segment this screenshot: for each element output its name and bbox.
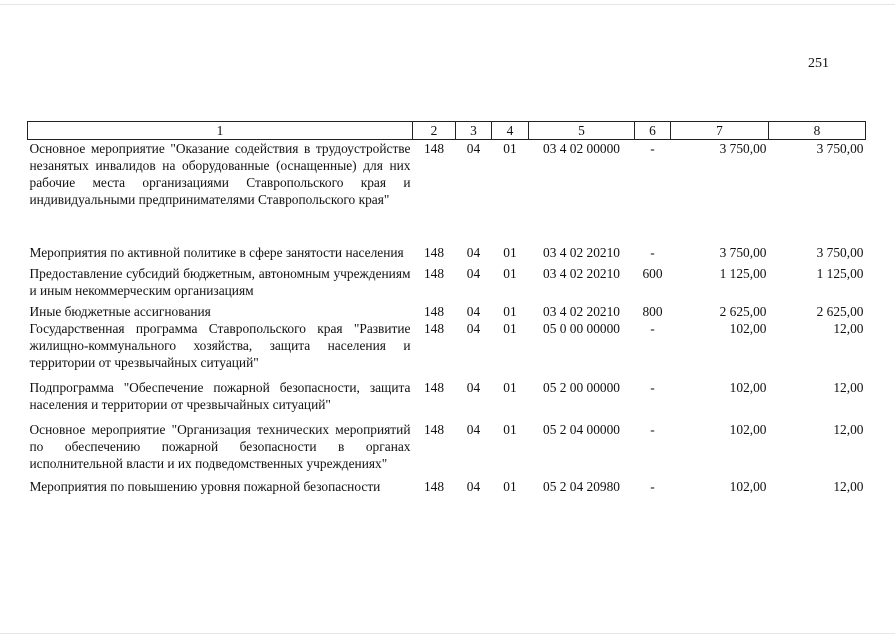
cell-target-article: 03 4 02 20210 — [543, 266, 620, 281]
cell-expense-type: 800 — [642, 304, 663, 319]
budget-table — [27, 121, 866, 495]
table-row — [28, 320, 866, 379]
row-name: Мероприятия по повышению уровня пожарной безопасности — [29, 479, 381, 494]
cell-section: 04 — [466, 422, 481, 437]
cell-amount-2: 12,00 — [833, 479, 864, 494]
cell-amount-2: 12,00 — [833, 422, 864, 437]
cell-ministry: 148 — [423, 141, 445, 156]
cell-subsection: 01 — [503, 479, 517, 494]
header-cell: 3 — [456, 122, 492, 140]
cell-section: 04 — [466, 245, 481, 260]
cell-ministry: 148 — [423, 245, 445, 260]
table-row — [28, 421, 866, 478]
header-cell: 1 — [28, 122, 413, 140]
cell-ministry: 148 — [423, 321, 445, 336]
cell-section: 04 — [466, 321, 481, 336]
cell-amount-1: 3 750,00 — [719, 141, 767, 156]
row-name: Подпрограмма "Обеспечение пожарной безопасности, защита населения и территории от чрезвычайных ситуаций" — [29, 380, 411, 412]
cell-expense-type: - — [650, 245, 655, 260]
row-name: Основное мероприятие "Организация технических мероприятий по обеспечению пожарной безопасности в органах исполнительной власти и их подведомственных учреждениях" — [29, 422, 411, 471]
row-name: Мероприятия по активной политике в сфере занятости населения — [29, 245, 404, 260]
cell-target-article: 05 2 00 00000 — [543, 380, 620, 395]
cell-subsection: 01 — [503, 245, 517, 260]
cell-target-article: 03 4 02 00000 — [543, 141, 620, 156]
cell-amount-1: 102,00 — [729, 479, 767, 494]
header-cell: 5 — [529, 122, 635, 140]
header-cell: 6 — [635, 122, 671, 140]
header-cell: 8 — [769, 122, 866, 140]
cell-amount-1: 102,00 — [729, 422, 767, 437]
cell-target-article: 05 0 00 00000 — [543, 321, 620, 336]
cell-amount-2: 1 125,00 — [816, 266, 864, 281]
cell-ministry: 148 — [423, 304, 445, 319]
table-row — [28, 140, 866, 245]
cell-subsection: 01 — [503, 380, 517, 395]
cell-amount-2: 3 750,00 — [816, 245, 864, 260]
row-name: Государственная программа Ставропольского края "Развитие жилищно-коммунального хозяйства, защита населения и территории от чрезвычайных ситуаций" — [29, 321, 411, 370]
row-name: Основное мероприятие "Оказание содействия в трудоустройстве незанятых инвалидов на оборудованные (оснащенные) для них рабочие места организациями Ставропольского края и индивидуальными предпринимателями Ставропольского края" — [29, 141, 411, 207]
cell-expense-type: - — [650, 141, 655, 156]
table-row — [28, 244, 866, 265]
cell-amount-2: 3 750,00 — [816, 141, 864, 156]
table-row — [28, 478, 866, 495]
cell-amount-1: 102,00 — [729, 321, 767, 336]
cell-target-article: 05 2 04 20980 — [543, 479, 620, 494]
cell-section: 04 — [466, 380, 481, 395]
cell-expense-type: - — [650, 422, 655, 437]
cell-subsection: 01 — [503, 422, 517, 437]
cell-target-article: 05 2 04 00000 — [543, 422, 620, 437]
cell-amount-1: 2 625,00 — [719, 304, 767, 319]
cell-amount-2: 12,00 — [833, 380, 864, 395]
cell-amount-2: 12,00 — [833, 321, 864, 336]
cell-amount-1: 102,00 — [729, 380, 767, 395]
header-cell: 7 — [671, 122, 769, 140]
cell-section: 04 — [466, 479, 481, 494]
cell-expense-type: - — [650, 479, 655, 494]
row-name: Предоставление субсидий бюджетным, автономным учреждениям и иным некоммерческим организациям — [29, 266, 411, 298]
scan-edge-bottom — [0, 633, 895, 634]
cell-subsection: 01 — [503, 141, 517, 156]
table-row — [28, 265, 866, 303]
cell-expense-type: - — [650, 380, 655, 395]
cell-target-article: 03 4 02 20210 — [543, 304, 620, 319]
cell-subsection: 01 — [503, 321, 517, 336]
cell-ministry: 148 — [423, 422, 445, 437]
cell-section: 04 — [466, 304, 481, 319]
cell-ministry: 148 — [423, 380, 445, 395]
table-row — [28, 379, 866, 421]
cell-expense-type: - — [650, 321, 655, 336]
cell-target-article: 03 4 02 20210 — [543, 245, 620, 260]
cell-amount-1: 1 125,00 — [719, 266, 767, 281]
header-cell: 2 — [413, 122, 456, 140]
cell-ministry: 148 — [423, 479, 445, 494]
cell-amount-1: 3 750,00 — [719, 245, 767, 260]
scan-edge-top — [0, 4, 895, 5]
cell-subsection: 01 — [503, 266, 517, 281]
page-number: 251 — [808, 56, 829, 71]
cell-expense-type: 600 — [642, 266, 663, 281]
row-name: Иные бюджетные ассигнования — [29, 304, 211, 319]
cell-ministry: 148 — [423, 266, 445, 281]
cell-section: 04 — [466, 266, 481, 281]
cell-amount-2: 2 625,00 — [816, 304, 864, 319]
header-cell: 4 — [492, 122, 529, 140]
cell-subsection: 01 — [503, 304, 517, 319]
table-row — [28, 303, 866, 320]
cell-section: 04 — [466, 141, 481, 156]
table-header — [28, 122, 866, 140]
